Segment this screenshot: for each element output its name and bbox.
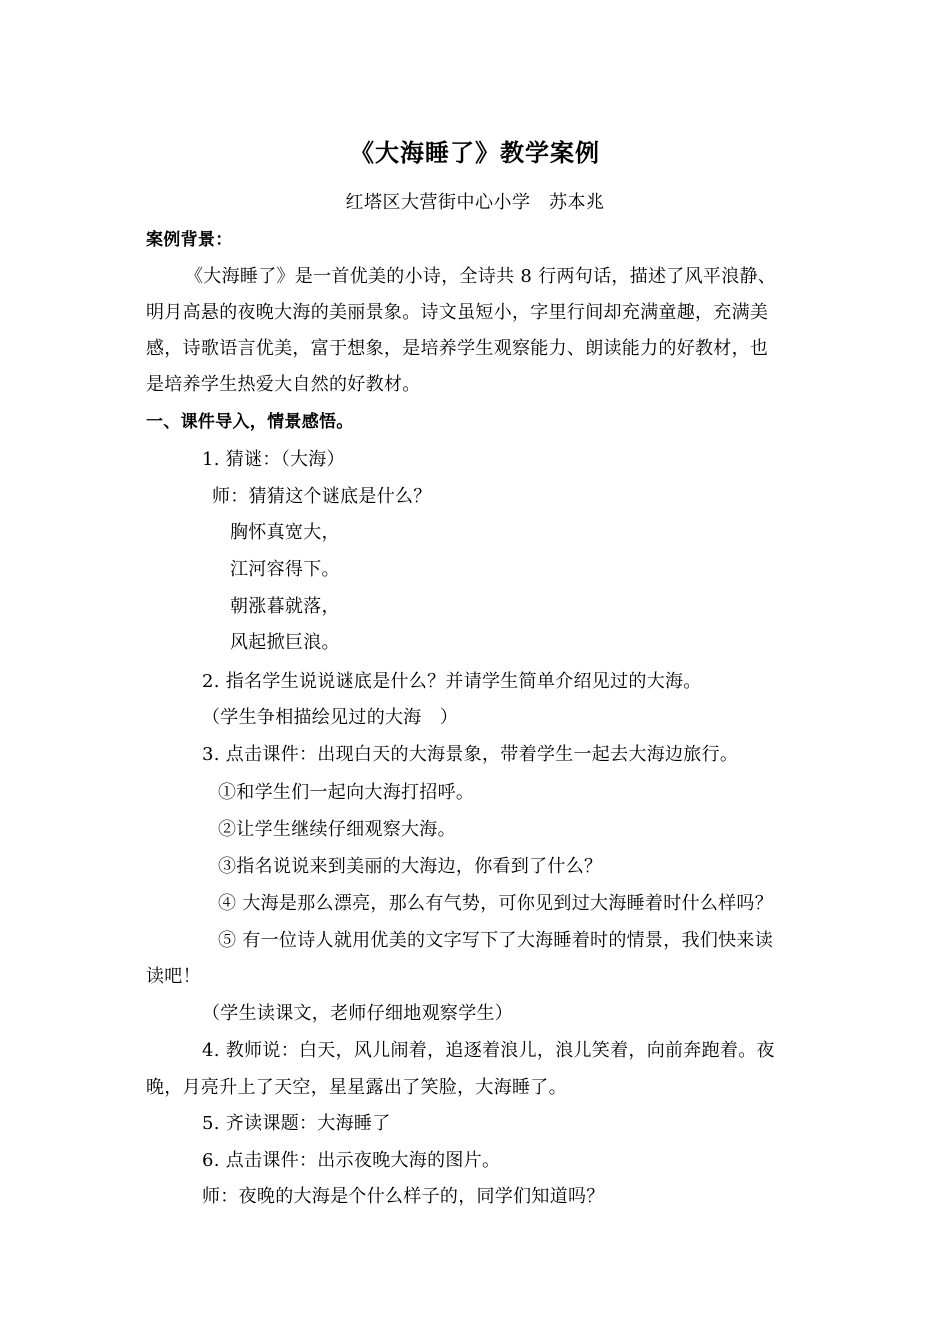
author-line: 红塔区大营街中心小学 苏本兆 (345, 192, 605, 213)
background-paragraph-line: 明月高悬的夜晚大海的美丽景象。诗文虽短小，字里行间却充满童趣，充满美 (146, 302, 769, 323)
item-4-line: 晚，月亮升上了天空，星星露出了笑脸，大海睡了。 (146, 1077, 567, 1098)
background-heading: 案例背景： (146, 230, 233, 250)
step-line: ①和学生们一起向大海打招呼。 (218, 782, 475, 803)
riddle-line: 江河容得下。 (230, 559, 340, 580)
teacher-question-1: 师：猜猜这个谜底是什么？ (212, 486, 432, 507)
teacher-question-2: 师：夜晚的大海是个什么样子的，同学们知道吗？ (202, 1186, 605, 1207)
background-paragraph-line: 是培养学生热爱大自然的好教材。 (146, 374, 421, 395)
step-line: ⑤ 有一位诗人就用优美的文字写下了大海睡着时的情景，我们快来读 (218, 930, 774, 951)
background-paragraph-line: 《大海睡了》是一首优美的小诗，全诗共 8 行两句话，描述了风平浪静、 (185, 266, 777, 287)
item-5: 5. 齐读课题：大海睡了 (202, 1113, 391, 1134)
riddle-line: 风起掀巨浪。 (230, 632, 340, 653)
step-line: ④ 大海是那么漂亮，那么有气势，可你见到过大海睡着时什么样吗？ (218, 893, 774, 914)
riddle-line: 朝涨暮就落， (230, 596, 340, 617)
item-3: 3. 点击课件：出现白天的大海景象，带着学生一起去大海边旅行。 (202, 744, 739, 765)
step-line: ②让学生继续仔细观察大海。 (218, 819, 456, 840)
item-6: 6. 点击课件：出示夜晚大海的图片。 (202, 1150, 501, 1171)
item-1: 1. 猜谜：（大海） (202, 449, 345, 470)
document-title: 《大海睡了》教学案例 (350, 139, 600, 167)
item-3-note: （学生读课文，老师仔细地观察学生） (202, 1003, 514, 1024)
part1-heading: 一、课件导入，情景感悟。 (146, 412, 354, 432)
step-line: ③指名说说来到美丽的大海边，你看到了什么？ (218, 856, 603, 877)
background-paragraph-line: 感，诗歌语言优美，富于想象，是培养学生观察能力、朗读能力的好教材，也 (146, 338, 769, 359)
riddle-line: 胸怀真宽大， (230, 522, 340, 543)
item-2-note: （学生争相描绘见过的大海 ） (202, 707, 459, 728)
item-2: 2. 指名学生说说谜底是什么？并请学生简单介绍见过的大海。 (202, 671, 702, 692)
item-4-line: 4. 教师说：白天，风儿闹着，追逐着浪儿，浪儿笑着，向前奔跑着。夜 (202, 1040, 775, 1061)
step-5-continuation: 读吧！ (146, 966, 201, 987)
